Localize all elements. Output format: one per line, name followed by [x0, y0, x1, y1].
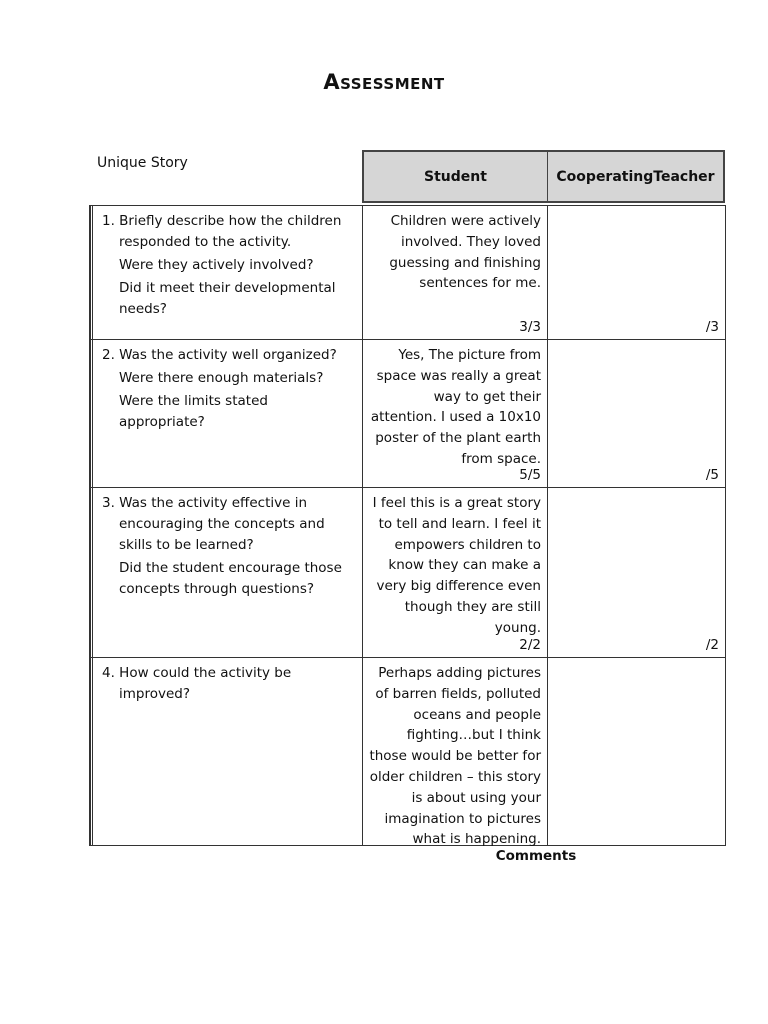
student-cell: [363, 488, 548, 657]
student-column-header: Student: [364, 152, 548, 201]
student-score: 2/2: [519, 637, 541, 653]
teacher-cell: [548, 658, 725, 845]
assessment-table: [89, 205, 726, 846]
question-line: Did the student encourage those concepts through questions?: [119, 560, 342, 597]
question-line: Were the limits stated appropriate?: [119, 393, 268, 430]
table-row: [90, 488, 725, 658]
question-cell: [90, 340, 363, 487]
student-cell: [363, 206, 548, 339]
question-line: Did it meet their developmental needs?: [119, 280, 336, 317]
unique-story-label: Unique Story: [97, 155, 188, 171]
question-line: 2. Was the activity well organized?: [102, 347, 337, 363]
question-cell: [90, 488, 363, 657]
question-line: 3. Was the activity effective in encouraging the concepts and skills to be learned?: [102, 495, 325, 553]
table-row: [90, 340, 725, 488]
table-row: [90, 658, 725, 848]
student-response: Perhaps adding pictures of barren fields, polluted oceans and people fighting…but I think those would be better for older children – this story is about using your imagination to pictures what is happening.: [369, 665, 541, 848]
table-header: [362, 150, 725, 203]
teacher-column-header: [548, 152, 723, 201]
question-line: 4. How could the activity be improved?: [102, 665, 292, 702]
question-line: Were they actively involved?: [119, 257, 314, 273]
teacher-cell: [548, 488, 725, 657]
teacher-header-line1: Cooperating: [556, 168, 654, 185]
student-cell: [363, 340, 548, 487]
student-score: 3/3: [519, 319, 541, 335]
teacher-cell: [548, 206, 725, 339]
question-cell: [90, 206, 363, 339]
student-response: I feel this is a great story to tell and learn. I feel it empowers children to know they can make a very big difference even though they are still young.: [372, 495, 541, 636]
table-row: [90, 206, 725, 340]
teacher-score: /5: [705, 467, 719, 483]
comments-label: Comments: [495, 848, 577, 864]
student-response: Yes, The picture from space was really a great way to get their attention. I used a 10x10 poster of the plant earth from space.: [370, 347, 541, 467]
teacher-score: /3: [705, 319, 719, 335]
teacher-score: /2: [705, 637, 719, 653]
teacher-cell: [548, 340, 725, 487]
page-title: Assessment: [323, 70, 445, 94]
question-line: Were there enough materials?: [119, 370, 324, 386]
student-cell: [363, 658, 548, 848]
student-score: 5/5: [519, 467, 541, 483]
question-line: 1. Briefly describe how the children responded to the activity.: [102, 213, 342, 250]
teacher-header-line2: Teacher: [653, 168, 715, 185]
student-response: Children were actively involved. They loved guessing and finishing sentences for me.: [389, 213, 541, 292]
question-cell: [90, 658, 363, 845]
